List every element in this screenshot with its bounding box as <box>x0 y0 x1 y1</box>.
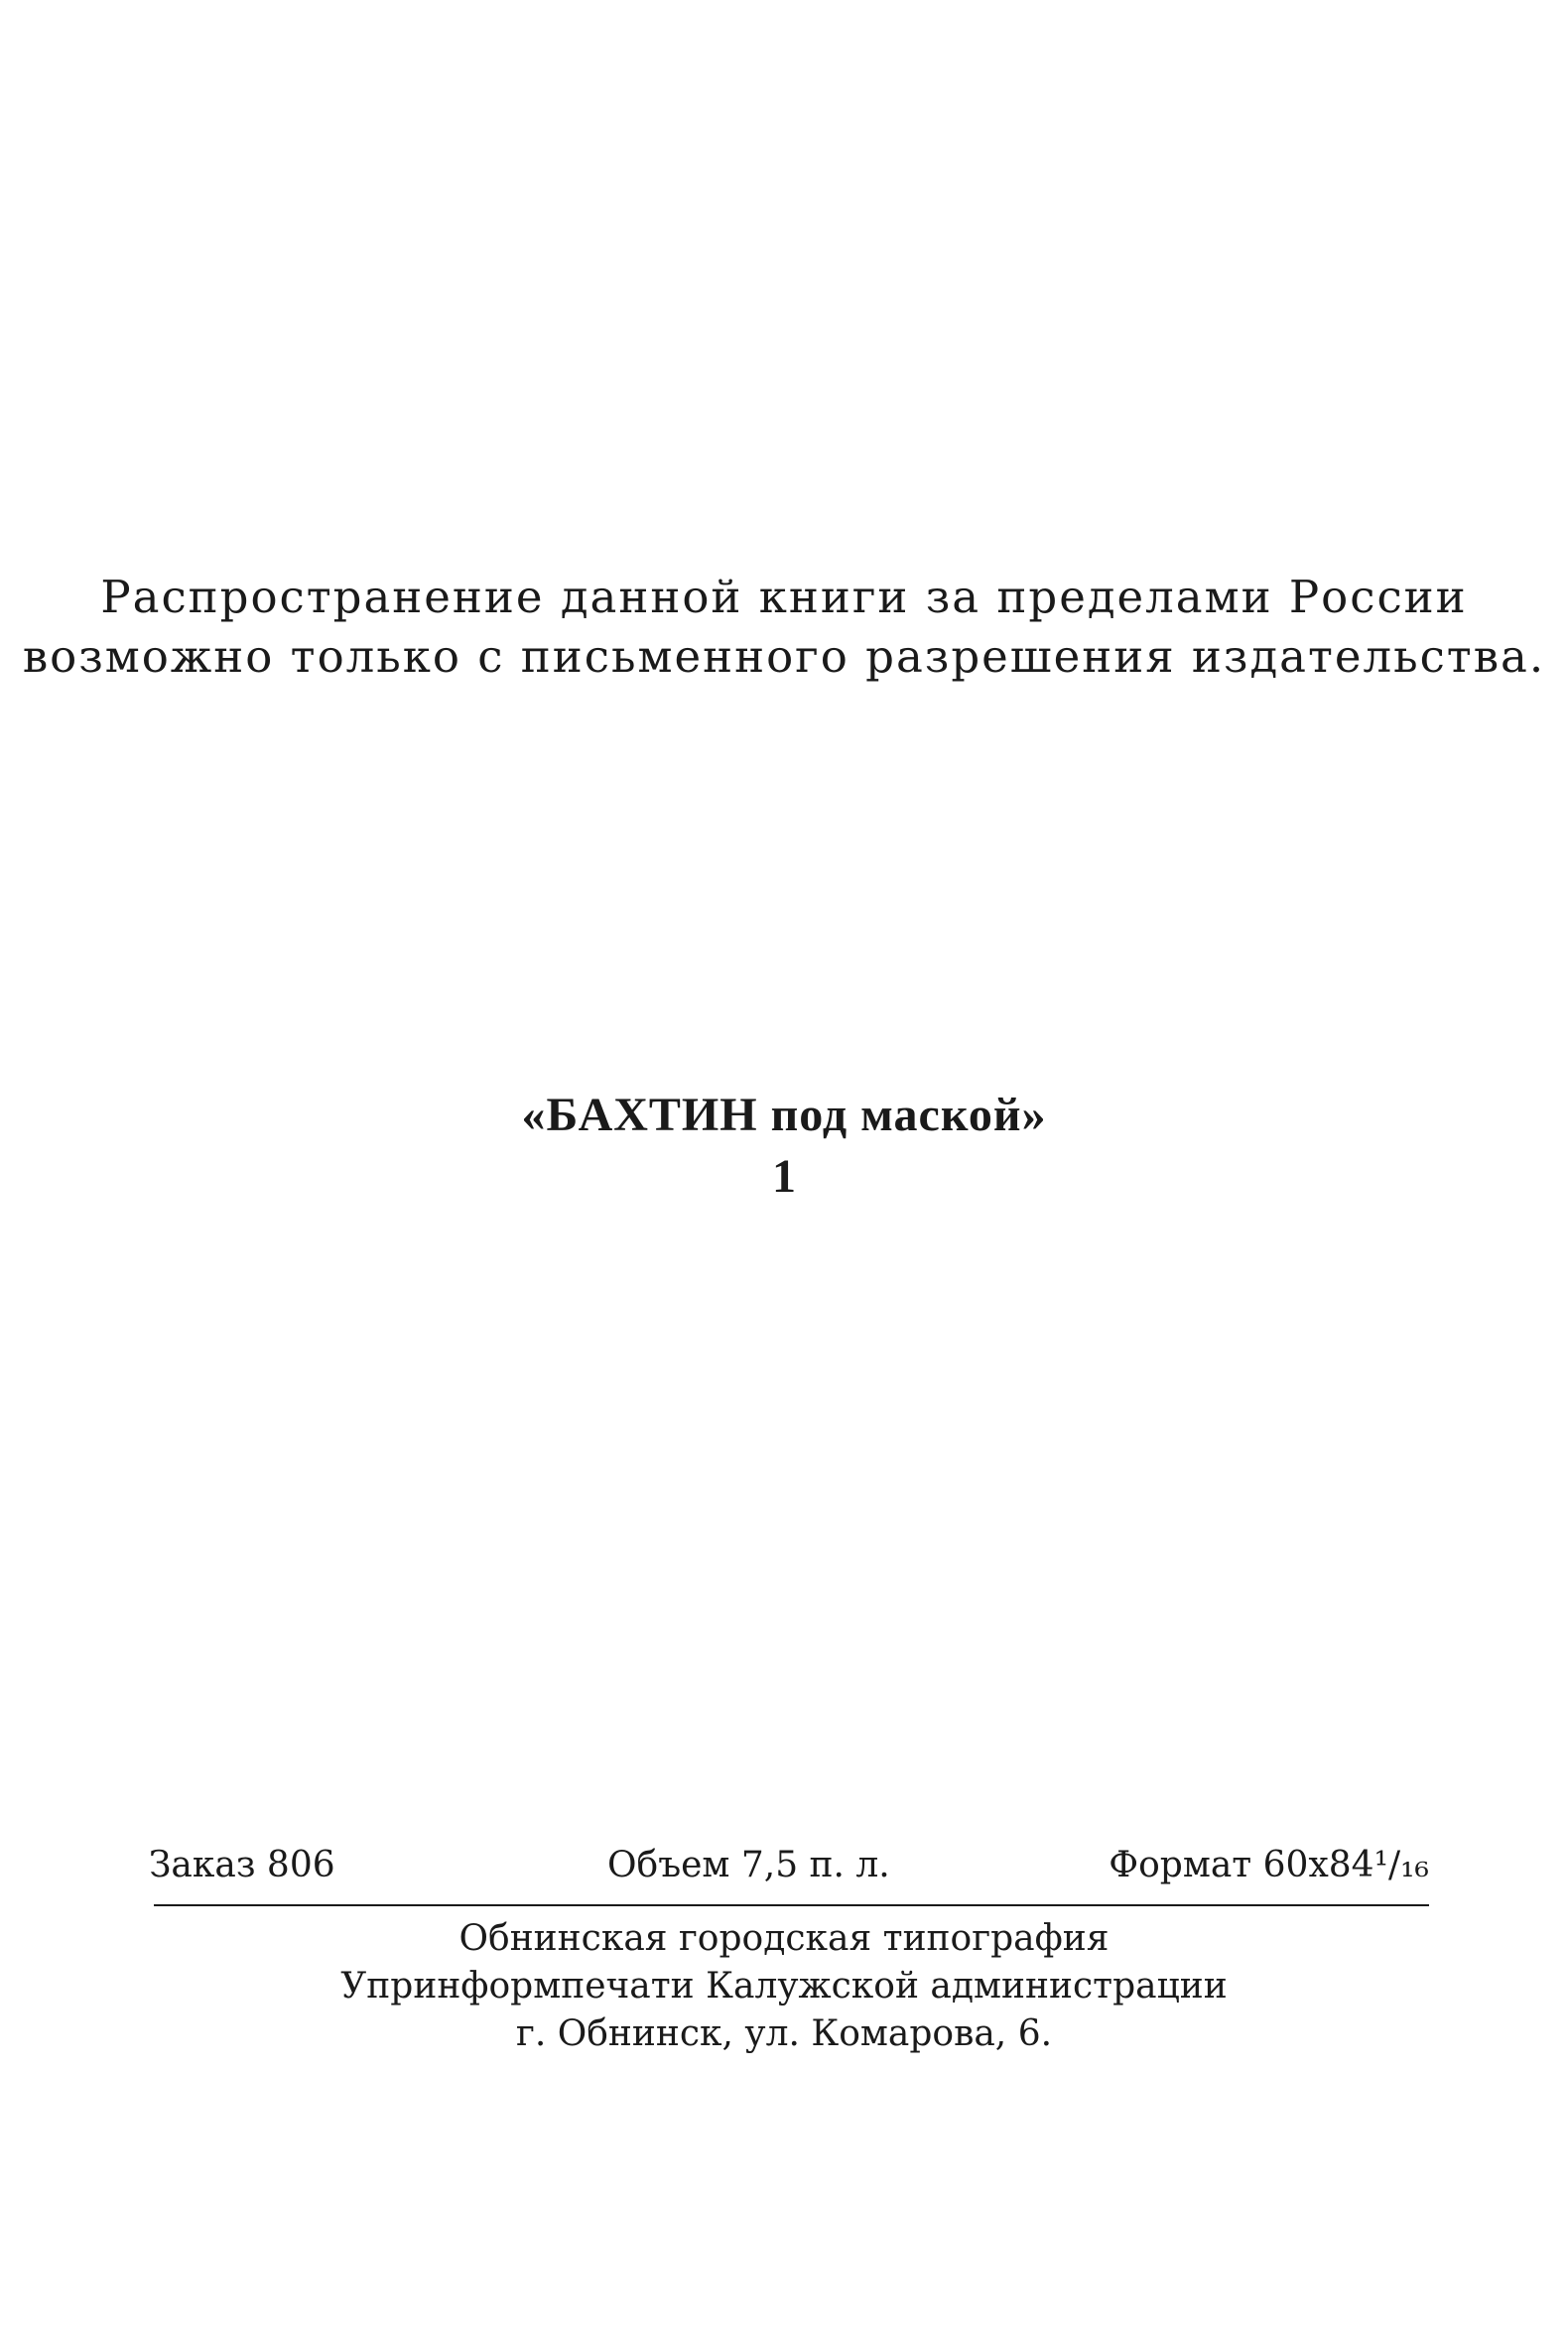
imprint-divider <box>154 1904 1429 1906</box>
book-title: «БАХТИН под маской» <box>521 1089 1047 1141</box>
order-number: Заказ 806 <box>149 1845 335 1885</box>
volume-size: Объем 7,5 п. л. <box>607 1845 890 1885</box>
printer-info <box>0 1915 1568 2058</box>
paper-format: Формат 60х84¹/₁₆ <box>1109 1845 1429 1885</box>
volume-number: 1 <box>772 1150 796 1203</box>
imprint-row <box>149 1841 1429 1890</box>
printer-line-3: г. Обнинск, ул. Комарова, 6. <box>515 2013 1053 2054</box>
notice-line-1: Распространение данной книги за пределами России <box>100 571 1468 623</box>
distribution-notice <box>0 568 1568 687</box>
printer-line-1: Обнинская городская типография <box>458 1918 1110 1959</box>
printer-line-2: Упринформпечати Калужской администрации <box>340 1966 1228 2006</box>
book-title-block <box>0 1085 1568 1208</box>
notice-line-2: возможно только с письменного разрешения издательства. <box>22 630 1546 683</box>
